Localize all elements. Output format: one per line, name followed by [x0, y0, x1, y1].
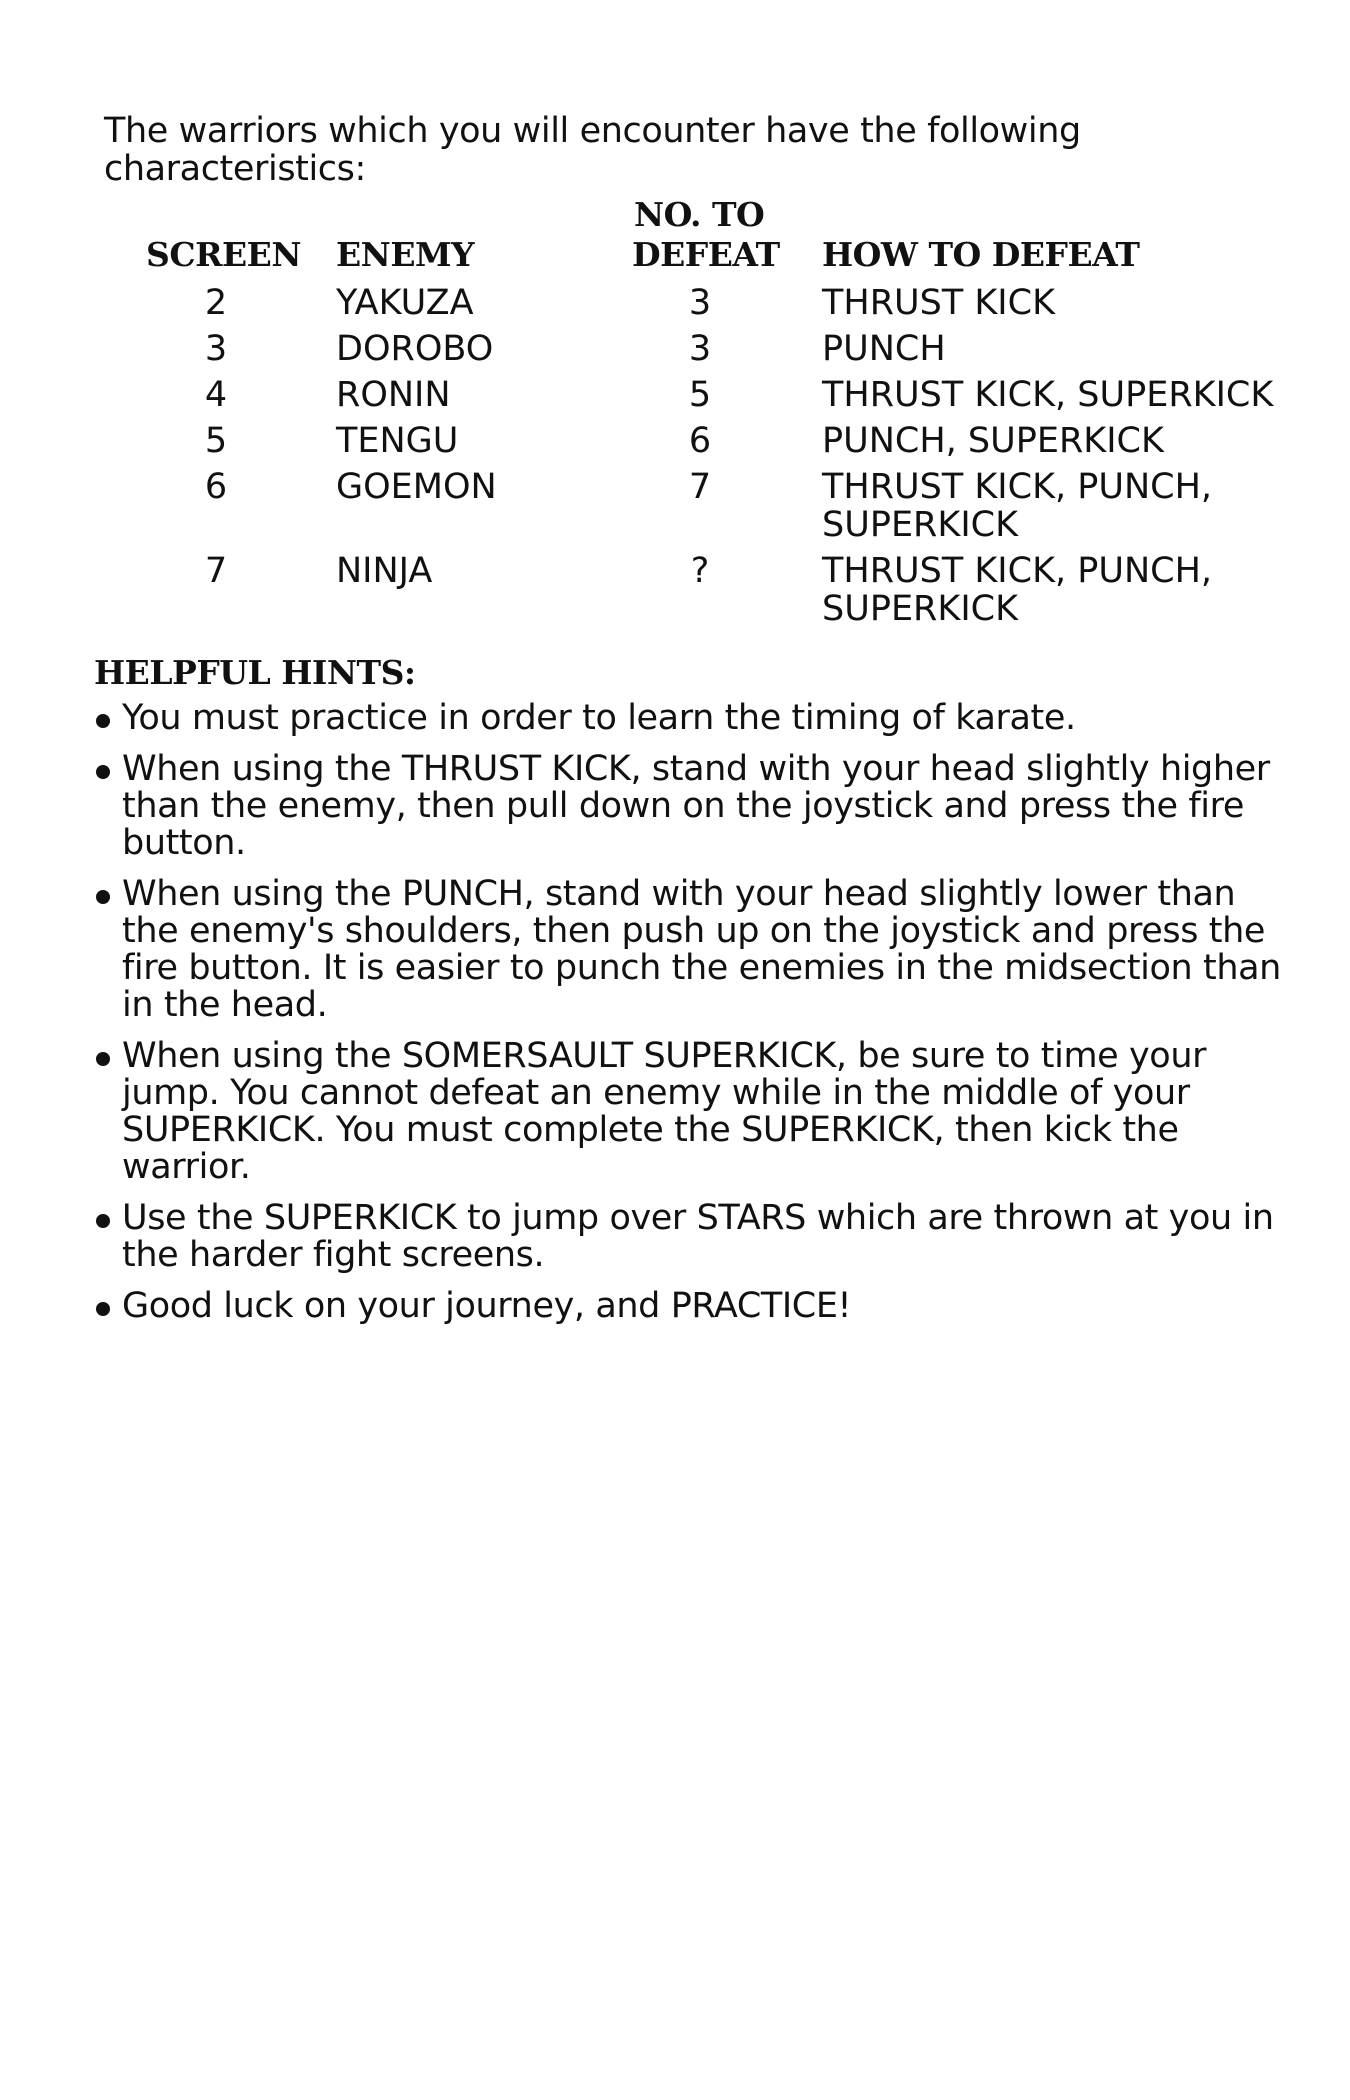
header-screen: SCREEN	[146, 235, 301, 274]
bullet-icon	[96, 765, 110, 779]
bullet-icon	[96, 890, 110, 904]
intro-paragraph: The warriors which you will encounter have the following characteristics:	[104, 111, 1081, 189]
cell-how: THRUST KICK, PUNCH, SUPERKICK	[822, 467, 1213, 545]
warriors-table	[0, 196, 1350, 636]
header-enemy: ENEMY	[336, 235, 475, 274]
cell-enemy: NINJA	[336, 551, 433, 591]
cell-how: PUNCH	[822, 329, 946, 369]
bullet-icon	[96, 1214, 110, 1228]
cell-enemy: GOEMON	[336, 467, 497, 507]
cell-screen: 3	[204, 329, 228, 369]
cell-enemy: DOROBO	[336, 329, 494, 369]
cell-screen: 5	[204, 421, 228, 461]
hint-text: When using the PUNCH, stand with your head slightly lower than the enemy's shoulders, then push up on the joystick and press the fire button. It is easier to punch the enemies in the midsection than in the head.	[122, 874, 1281, 1025]
list-item	[86, 1288, 1296, 1325]
list-item	[86, 751, 1296, 862]
header-defeat: DEFEAT	[632, 235, 780, 274]
cell-count: 5	[688, 375, 712, 415]
cell-how: THRUST KICK, PUNCH, SUPERKICK	[822, 551, 1213, 629]
helpful-hints-heading: HELPFUL HINTS:	[94, 653, 416, 692]
list-item	[86, 1038, 1296, 1186]
hint-text: When using the THRUST KICK, stand with your head slightly higher than the enemy, then pull down on the joystick and press the fire button.	[122, 749, 1270, 863]
list-item	[86, 700, 1296, 737]
cell-count: 3	[688, 283, 712, 323]
cell-screen: 7	[204, 551, 228, 591]
cell-enemy: RONIN	[336, 375, 451, 415]
cell-enemy: YAKUZA	[336, 283, 474, 323]
bullet-icon	[96, 1302, 110, 1316]
hint-text: Good luck on your journey, and PRACTICE!	[122, 1286, 852, 1326]
bullet-icon	[96, 1052, 110, 1066]
header-no-to: NO. TO	[634, 195, 765, 234]
cell-how: THRUST KICK, SUPERKICK	[822, 375, 1274, 415]
bullet-icon	[96, 714, 110, 728]
cell-how: THRUST KICK	[822, 283, 1056, 323]
hint-text: You must practice in order to learn the timing of karate.	[122, 698, 1076, 738]
cell-count: ?	[690, 551, 710, 591]
list-item	[86, 876, 1296, 1024]
cell-enemy: TENGU	[336, 421, 459, 461]
cell-screen: 6	[204, 467, 228, 507]
cell-count: 3	[688, 329, 712, 369]
cell-how: PUNCH, SUPERKICK	[822, 421, 1164, 461]
header-how-to-defeat: HOW TO DEFEAT	[822, 235, 1140, 274]
hint-text: Use the SUPERKICK to jump over STARS which are thrown at you in the harder fight screens.	[122, 1198, 1274, 1275]
cell-count: 7	[688, 467, 712, 507]
list-item	[86, 1200, 1296, 1274]
hint-text: When using the SOMERSAULT SUPERKICK, be sure to time your jump. You cannot defeat an enemy while in the middle of your SUPERKICK. You must complete the SUPERKICK, then kick the warrior.	[122, 1036, 1207, 1187]
hints-list	[86, 700, 1296, 1339]
cell-screen: 4	[204, 375, 228, 415]
cell-screen: 2	[204, 283, 228, 323]
cell-count: 6	[688, 421, 712, 461]
